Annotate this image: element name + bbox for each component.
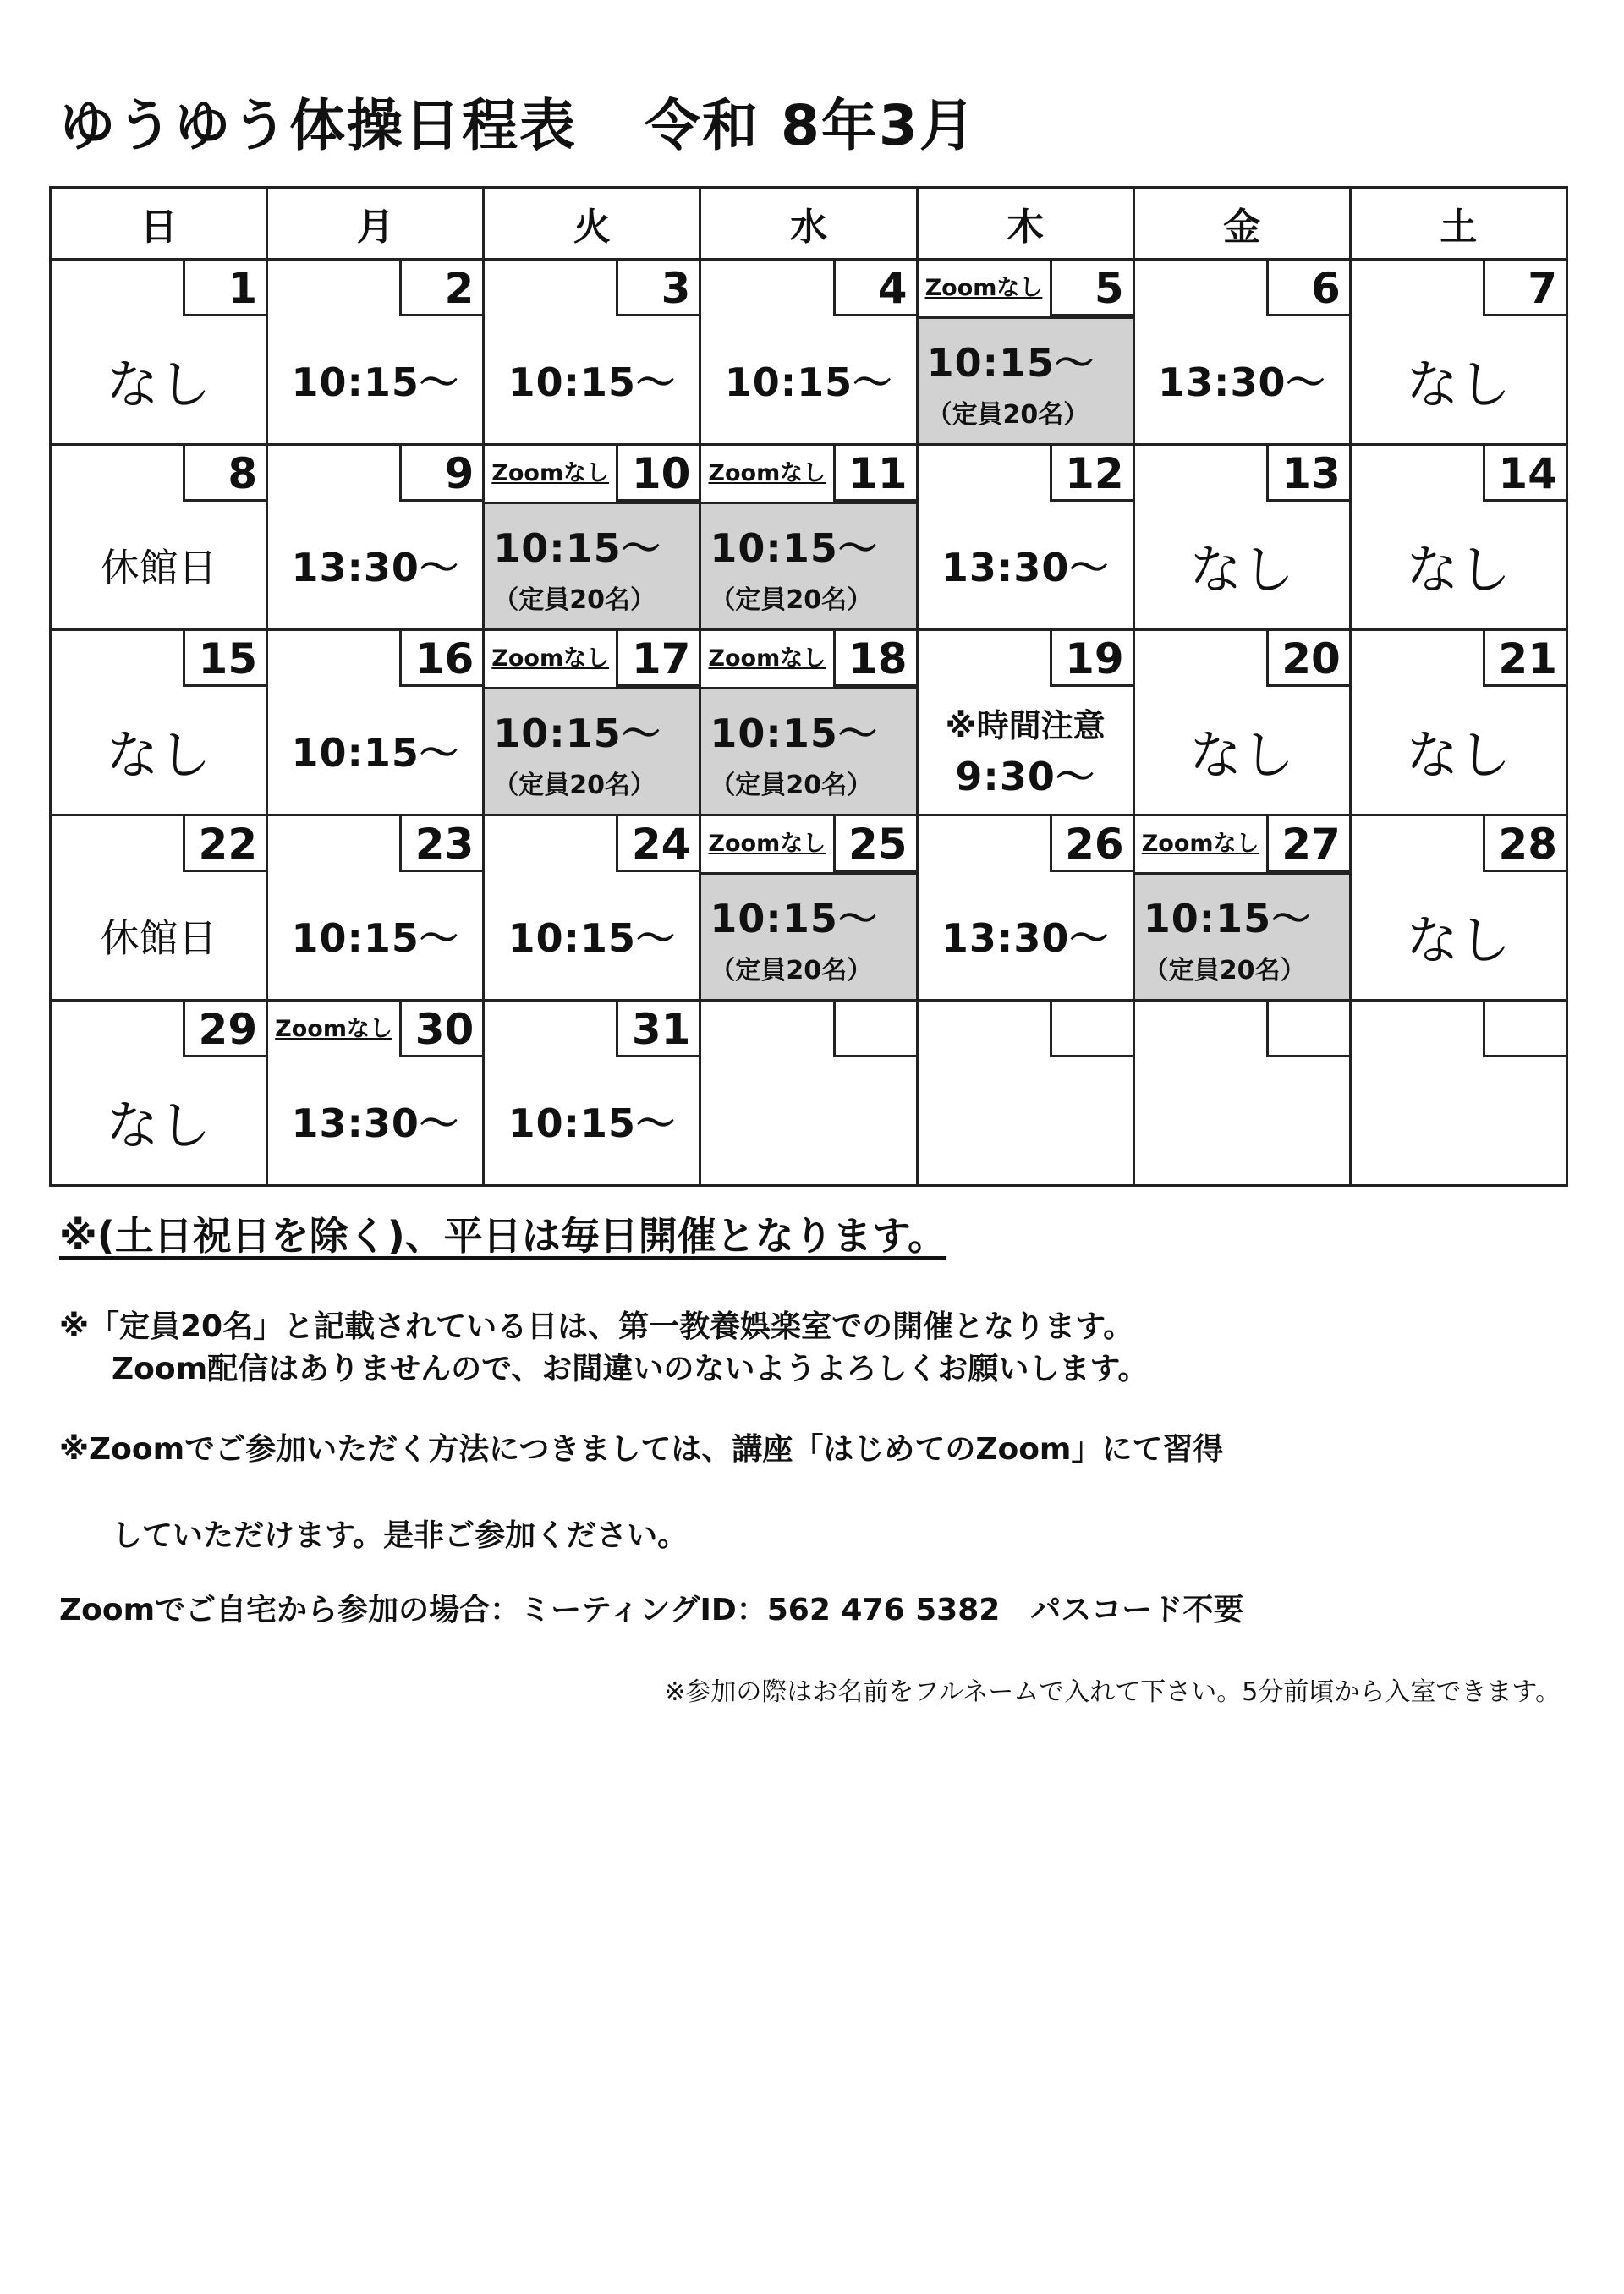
day-content [1352,687,1566,814]
capacity-label: （定員20名） [710,955,873,985]
weekday-notice: ※(土日祝日を除く)、平日は毎日開催となります。 [59,1213,947,1259]
session-time: 10:15～ [508,915,677,961]
session-time: 13:30～ [291,545,459,590]
day-cell [484,815,700,1001]
day-cell [1350,630,1566,815]
zoom-none-label: Zoomなし [708,831,826,857]
capacity-label: （定員20名） [926,399,1089,430]
weekday-header: 水 [700,188,917,260]
day-content [52,872,266,999]
weekday-header: 月 [267,188,484,260]
weekday-header-row [51,188,1567,260]
day-number: 19 [1050,631,1133,687]
day-number: 5 [1050,261,1133,316]
day-cell [917,260,1133,445]
day-content [1352,316,1566,443]
day-cell [51,260,267,445]
day-number: 16 [399,631,482,687]
day-number: 15 [183,631,266,687]
day-content [1135,687,1349,814]
day-content [919,502,1133,628]
day-content [485,872,699,999]
session-time: 13:30～ [941,915,1110,961]
day-cell [1133,630,1350,815]
day-cell [1350,260,1566,445]
day-number: 29 [183,1002,266,1057]
session-time: 10:15～ [710,895,878,941]
day-cell [267,445,484,630]
week-row [51,260,1567,445]
day-content [701,687,915,814]
day-number: 18 [833,631,916,687]
day-cell [917,815,1133,1001]
no-session-text: なし [1406,538,1512,601]
day-number: 2 [399,261,482,316]
session-time: 10:15～ [710,524,878,571]
capacity-label: （定員20名） [710,584,873,615]
meeting-info: Zoomでご自宅から参加の場合：ミーティングID：562 476 5382 パスコード不要 [59,1593,1244,1627]
day-number: 20 [1266,631,1349,687]
day-number [1050,1002,1133,1057]
no-session-text: なし [106,723,211,786]
day-content [485,1057,699,1184]
day-number: 30 [399,1002,482,1057]
capacity-label: （定員20名） [710,770,873,800]
weekday-header: 日 [51,188,267,260]
day-cell [484,445,700,630]
weekday-header: 木 [917,188,1133,260]
day-cell [700,445,917,630]
day-cell [700,630,917,815]
week-row [51,445,1567,630]
capacity-label: （定員20名） [493,584,656,615]
day-content [268,872,482,999]
day-number: 13 [1266,446,1349,502]
day-cell [484,630,700,815]
day-content [52,502,266,628]
day-content [268,502,482,628]
day-number: 3 [616,261,699,316]
day-cell [1350,1001,1566,1186]
join-tip: ※参加の際はお名前をフルネームで入れて下さい。5分前頃から入室できます。 [664,1677,1561,1707]
no-session-text: なし [106,1094,211,1156]
session-time: 10:15～ [724,359,893,405]
no-session-text: なし [1189,538,1295,601]
day-cell [1133,445,1350,630]
session-time: 10:15～ [291,730,459,776]
session-time: 13:30～ [1158,359,1326,405]
day-number: 17 [616,631,699,687]
session-time: 13:30～ [941,545,1110,590]
day-content [52,316,266,443]
no-session-text: なし [1406,353,1512,415]
day-content [1135,872,1349,999]
calendar-table [49,186,1568,1187]
week-row [51,630,1567,815]
day-content [701,502,915,628]
day-number [833,1002,916,1057]
day-cell [51,630,267,815]
day-number: 8 [183,446,266,502]
day-content [1352,502,1566,628]
day-cell [1133,1001,1350,1186]
page-title [59,80,977,161]
day-number: 12 [1050,446,1133,502]
day-content [268,1057,482,1184]
capacity-label: （定員20名） [1143,955,1306,985]
title-date: 令和 8年3月 [645,93,977,158]
no-session-text: なし [106,353,211,415]
zoom-note-line2: していただけます。是非ご参加ください。 [112,1518,689,1553]
day-content [52,1057,266,1184]
week-row [51,1001,1567,1186]
session-time: 10:15～ [493,524,661,571]
session-time: 9:30～ [955,753,1095,799]
day-content [919,316,1133,443]
session-time: 10:15～ [291,915,459,961]
day-cell [1350,445,1566,630]
day-number: 25 [833,816,916,872]
day-number: 4 [833,261,916,316]
title-main: ゆうゆう体操日程表 [59,93,577,158]
session-time: 10:15～ [493,710,661,756]
day-number: 10 [616,446,699,502]
time-note: ※時間注意 [945,706,1106,744]
day-cell [700,1001,917,1186]
day-cell [484,1001,700,1186]
day-content [268,687,482,814]
no-session-text: なし [1406,908,1512,971]
day-number: 26 [1050,816,1133,872]
capacity-note-line1: ※「定員20名」と記載されている日は、第一教養娯楽室での開催となります。 [59,1309,1134,1344]
day-cell [917,630,1133,815]
day-cell [267,630,484,815]
day-content [919,687,1133,814]
day-content [52,687,266,814]
session-time: 10:15～ [508,359,677,405]
day-content [701,872,915,999]
day-number: 24 [616,816,699,872]
weekday-header: 土 [1350,188,1566,260]
zoom-none-label: Zoomなし [1141,831,1259,857]
session-time: 10:15～ [291,359,459,405]
day-number: 23 [399,816,482,872]
day-content [701,316,915,443]
zoom-note-line1: ※Zoomでご参加いただく方法につきましては、講座「はじめてのZoom」にて習得 [59,1432,1224,1467]
day-cell [1350,815,1566,1001]
closed-day-text: 休館日 [100,545,217,590]
day-number [1266,1002,1349,1057]
day-cell [700,815,917,1001]
day-cell [917,445,1133,630]
day-content [485,316,699,443]
session-time: 10:15～ [1143,895,1312,941]
day-content [1352,872,1566,999]
no-session-text: なし [1406,723,1512,786]
capacity-label: （定員20名） [493,770,656,800]
day-cell [267,815,484,1001]
day-cell [51,815,267,1001]
day-cell [51,445,267,630]
session-time: 10:15～ [710,710,878,756]
day-content [919,872,1133,999]
zoom-none-label: Zoomなし [491,460,610,486]
session-time: 10:15～ [508,1100,677,1146]
week-row [51,815,1567,1001]
day-number: 7 [1483,261,1566,316]
day-content [268,316,482,443]
day-number: 31 [616,1002,699,1057]
day-cell [51,1001,267,1186]
day-number: 9 [399,446,482,502]
zoom-none-label: Zoomなし [708,645,826,672]
day-cell [1133,260,1350,445]
day-content [1135,316,1349,443]
day-number: 22 [183,816,266,872]
day-number [1483,1002,1566,1057]
capacity-note-line2: Zoom配信はありませんので、お間違いのないようよろしくお願いします。 [112,1352,1149,1386]
session-time: 13:30～ [291,1100,459,1146]
day-cell [1133,815,1350,1001]
day-number: 14 [1483,446,1566,502]
closed-day-text: 休館日 [100,915,217,961]
calendar-body [51,260,1567,1186]
day-cell [267,1001,484,1186]
zoom-none-label: Zoomなし [924,275,1043,301]
day-cell [917,1001,1133,1186]
day-cell [700,260,917,445]
day-number: 1 [183,261,266,316]
day-number: 27 [1266,816,1349,872]
zoom-none-label: Zoomなし [491,645,610,672]
day-content [1135,502,1349,628]
weekday-header: 火 [484,188,700,260]
day-cell [267,260,484,445]
zoom-none-label: Zoomなし [275,1016,392,1042]
day-content [485,687,699,814]
zoom-none-label: Zoomなし [708,460,826,486]
session-time: 10:15～ [926,339,1095,386]
day-number: 21 [1483,631,1566,687]
day-number: 6 [1266,261,1349,316]
day-number: 28 [1483,816,1566,872]
weekday-header: 金 [1133,188,1350,260]
day-cell [484,260,700,445]
day-content [485,502,699,628]
day-number: 11 [833,446,916,502]
no-session-text: なし [1189,723,1295,786]
